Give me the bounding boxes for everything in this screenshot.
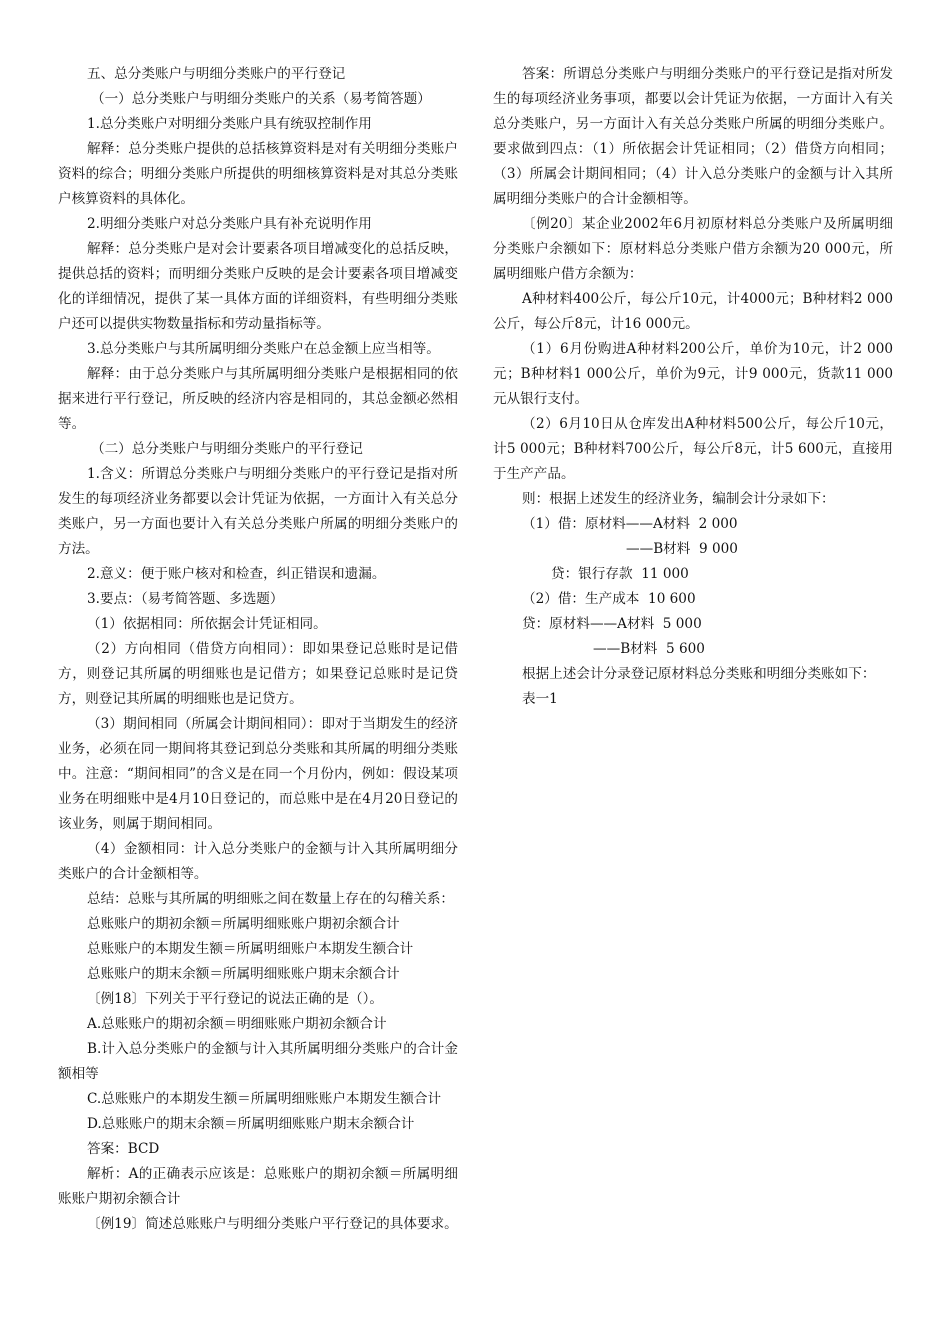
paragraph: 总结：总账与其所属的明细账之间在数量上存在的勾稽关系： bbox=[87, 891, 455, 907]
point-heading: 2.明细分类账户对总分类账户具有补充说明作用 bbox=[87, 216, 372, 232]
paragraph: （3）期间相同（所属会计期间相同）：即对于当期发生的经济业务，必须在同一期间将其登记到总分类账和其所属的明细分类账中。注意：“期间相同”的含义是在同一个月份内，例如：假设某项业务在明细账中是4月10日登记的，而总账中是在4月20日登记的该业务，则属于期间相同。 bbox=[58, 716, 458, 832]
journal-entry-line: ——B材料 9 000 bbox=[626, 541, 738, 557]
paragraph: 解释：由于总分类账户与其所属明细分类账户是根据相同的依据来进行平行登记，所反映的经济内容是相同的，其总金额必然相等。 bbox=[58, 366, 458, 432]
paragraph: （1）6月份购进A种材料200公斤，单价为10元，计2 000元；B种材料1 000公斤，单价为9元，计9 000元，货款11 000元从银行支付。 bbox=[493, 341, 893, 407]
paragraph: （4）金额相同：计入总分类账户的金额与计入其所属明细分类账户的合计金额相等。 bbox=[58, 841, 458, 882]
paragraph: （1）依据相同：所依据会计凭证相同。 bbox=[87, 616, 327, 632]
section-heading: 五、总分类账户与明细分类账户的平行登记 bbox=[87, 66, 346, 82]
formula-line: 总账账户的期初余额＝所属明细账账户期初余额合计 bbox=[87, 916, 400, 932]
paragraph: （2）6月10日从仓库发出A种材料500公斤，每公斤10元，计5 000元；B种材料700公斤，每公斤8元，计5 600元，直接用于生产产品。 bbox=[493, 416, 893, 482]
paragraph: A种材料400公斤，每公斤10元，计4000元；B种材料2 000公斤，每公斤8元，计16 000元。 bbox=[493, 291, 893, 332]
paragraph: 则：根据上述发生的经济业务，编制会计分录如下： bbox=[522, 491, 835, 507]
right-column bbox=[493, 62, 893, 712]
option-c: C.总账账户的本期发生额＝所属明细账账户本期发生额合计 bbox=[87, 1091, 442, 1107]
formula-line: 总账账户的期末余额＝所属明细账账户期末余额合计 bbox=[87, 966, 400, 982]
journal-entry-line: 贷：银行存款 11 000 bbox=[551, 566, 689, 582]
paragraph: 根据上述会计分录登记原材料总分类账和明细分类账如下： bbox=[522, 666, 876, 682]
journal-entry-line: （1）借：原材料——A材料 2 000 bbox=[522, 516, 738, 532]
point-heading: 1.总分类账户对明细分类账户具有统驭控制作用 bbox=[87, 116, 372, 132]
table-caption: 表一1 bbox=[522, 691, 558, 707]
journal-entry-line: ——B材料 5 600 bbox=[593, 641, 705, 657]
example-question: 〔例18〕下列关于平行登记的说法正确的是（）。 bbox=[87, 991, 383, 1007]
option-b: B.计入总分类账户的金额与计入其所属明细分类账户的合计金额相等 bbox=[58, 1041, 458, 1082]
answer: 答案：BCD bbox=[87, 1141, 160, 1157]
option-d: D.总账账户的期末余额＝所属明细账账户期末余额合计 bbox=[87, 1116, 415, 1132]
paragraph: 解释：总分类账户是对会计要素各项目增减变化的总括反映，提供总括的资料；而明细分类账户反映的是会计要素各项目增减变化的详细情况，提供了某一具体方面的详细资料，有些明细分类账户还可以提供实物数量指标和劳动量指标等。 bbox=[58, 241, 458, 332]
paragraph: 1.含义：所谓总分类账户与明细分类账户的平行登记是指对所发生的每项经济业务都要以会计凭证为依据，一方面计入有关总分类账户，另一方面也要计入有关总分类账户所属的明细分类账户的方法。 bbox=[58, 466, 458, 557]
example-question: 〔例19〕简述总账账户与明细分类账户平行登记的具体要求。 bbox=[87, 1216, 458, 1232]
paragraph: 3.要点：（易考简答题、多选题） bbox=[87, 591, 284, 607]
answer-paragraph: 答案：所谓总分类账户与明细分类账户的平行登记是指对所发生的每项经济业务事项，都要以会计凭证为依据，一方面计入有关总分类账户，另一方面计入有关总分类账户所属的明细分类账户。要求做到四点：（1）所依据会计凭证相同；（2）借贷方向相同；（3）所属会计期间相同；（4）计入总分类账户的金额与计入其所属明细分类账户的合计金额相等。 bbox=[493, 66, 893, 207]
example-paragraph: 〔例20〕某企业2002年6月初原材料总分类账户及所属明细分类账户余额如下：原材料总分类账户借方余额为20 000元，所属明细账户借方余额为： bbox=[493, 216, 893, 282]
option-a: A.总账账户的期初余额＝明细账账户期初余额合计 bbox=[87, 1016, 387, 1032]
journal-entry-line: （2）借：生产成本 10 600 bbox=[522, 591, 696, 607]
point-heading: 3.总分类账户与其所属明细分类账户在总金额上应当相等。 bbox=[87, 341, 440, 357]
paragraph: 解释：总分类账户提供的总括核算资料是对有关明细分类账户资料的综合；明细分类账户所提供的明细核算资料是对其总分类账户核算资料的具体化。 bbox=[58, 141, 458, 207]
subsection-heading: （一）总分类账户与明细分类账户的关系（易考简答题） bbox=[91, 91, 431, 107]
journal-entry-line: 贷：原材料——A材料 5 000 bbox=[522, 616, 702, 632]
subsection-heading: （二）总分类账户与明细分类账户的平行登记 bbox=[91, 441, 363, 457]
formula-line: 总账账户的本期发生额＝所属明细账户本期发生额合计 bbox=[87, 941, 414, 957]
paragraph: 2.意义：便于账户核对和检查，纠正错误和遗漏。 bbox=[87, 566, 386, 582]
paragraph: （2）方向相同（借贷方向相同）：即如果登记总账时是记借方，则登记其所属的明细账也是记借方；如果登记总账时是记贷方，则登记其所属的明细账也是记贷方。 bbox=[58, 641, 458, 707]
analysis: 解析：A的正确表示应该是：总账账户的期初余额＝所属明细账账户期初余额合计 bbox=[58, 1166, 458, 1207]
left-column bbox=[58, 62, 458, 1237]
